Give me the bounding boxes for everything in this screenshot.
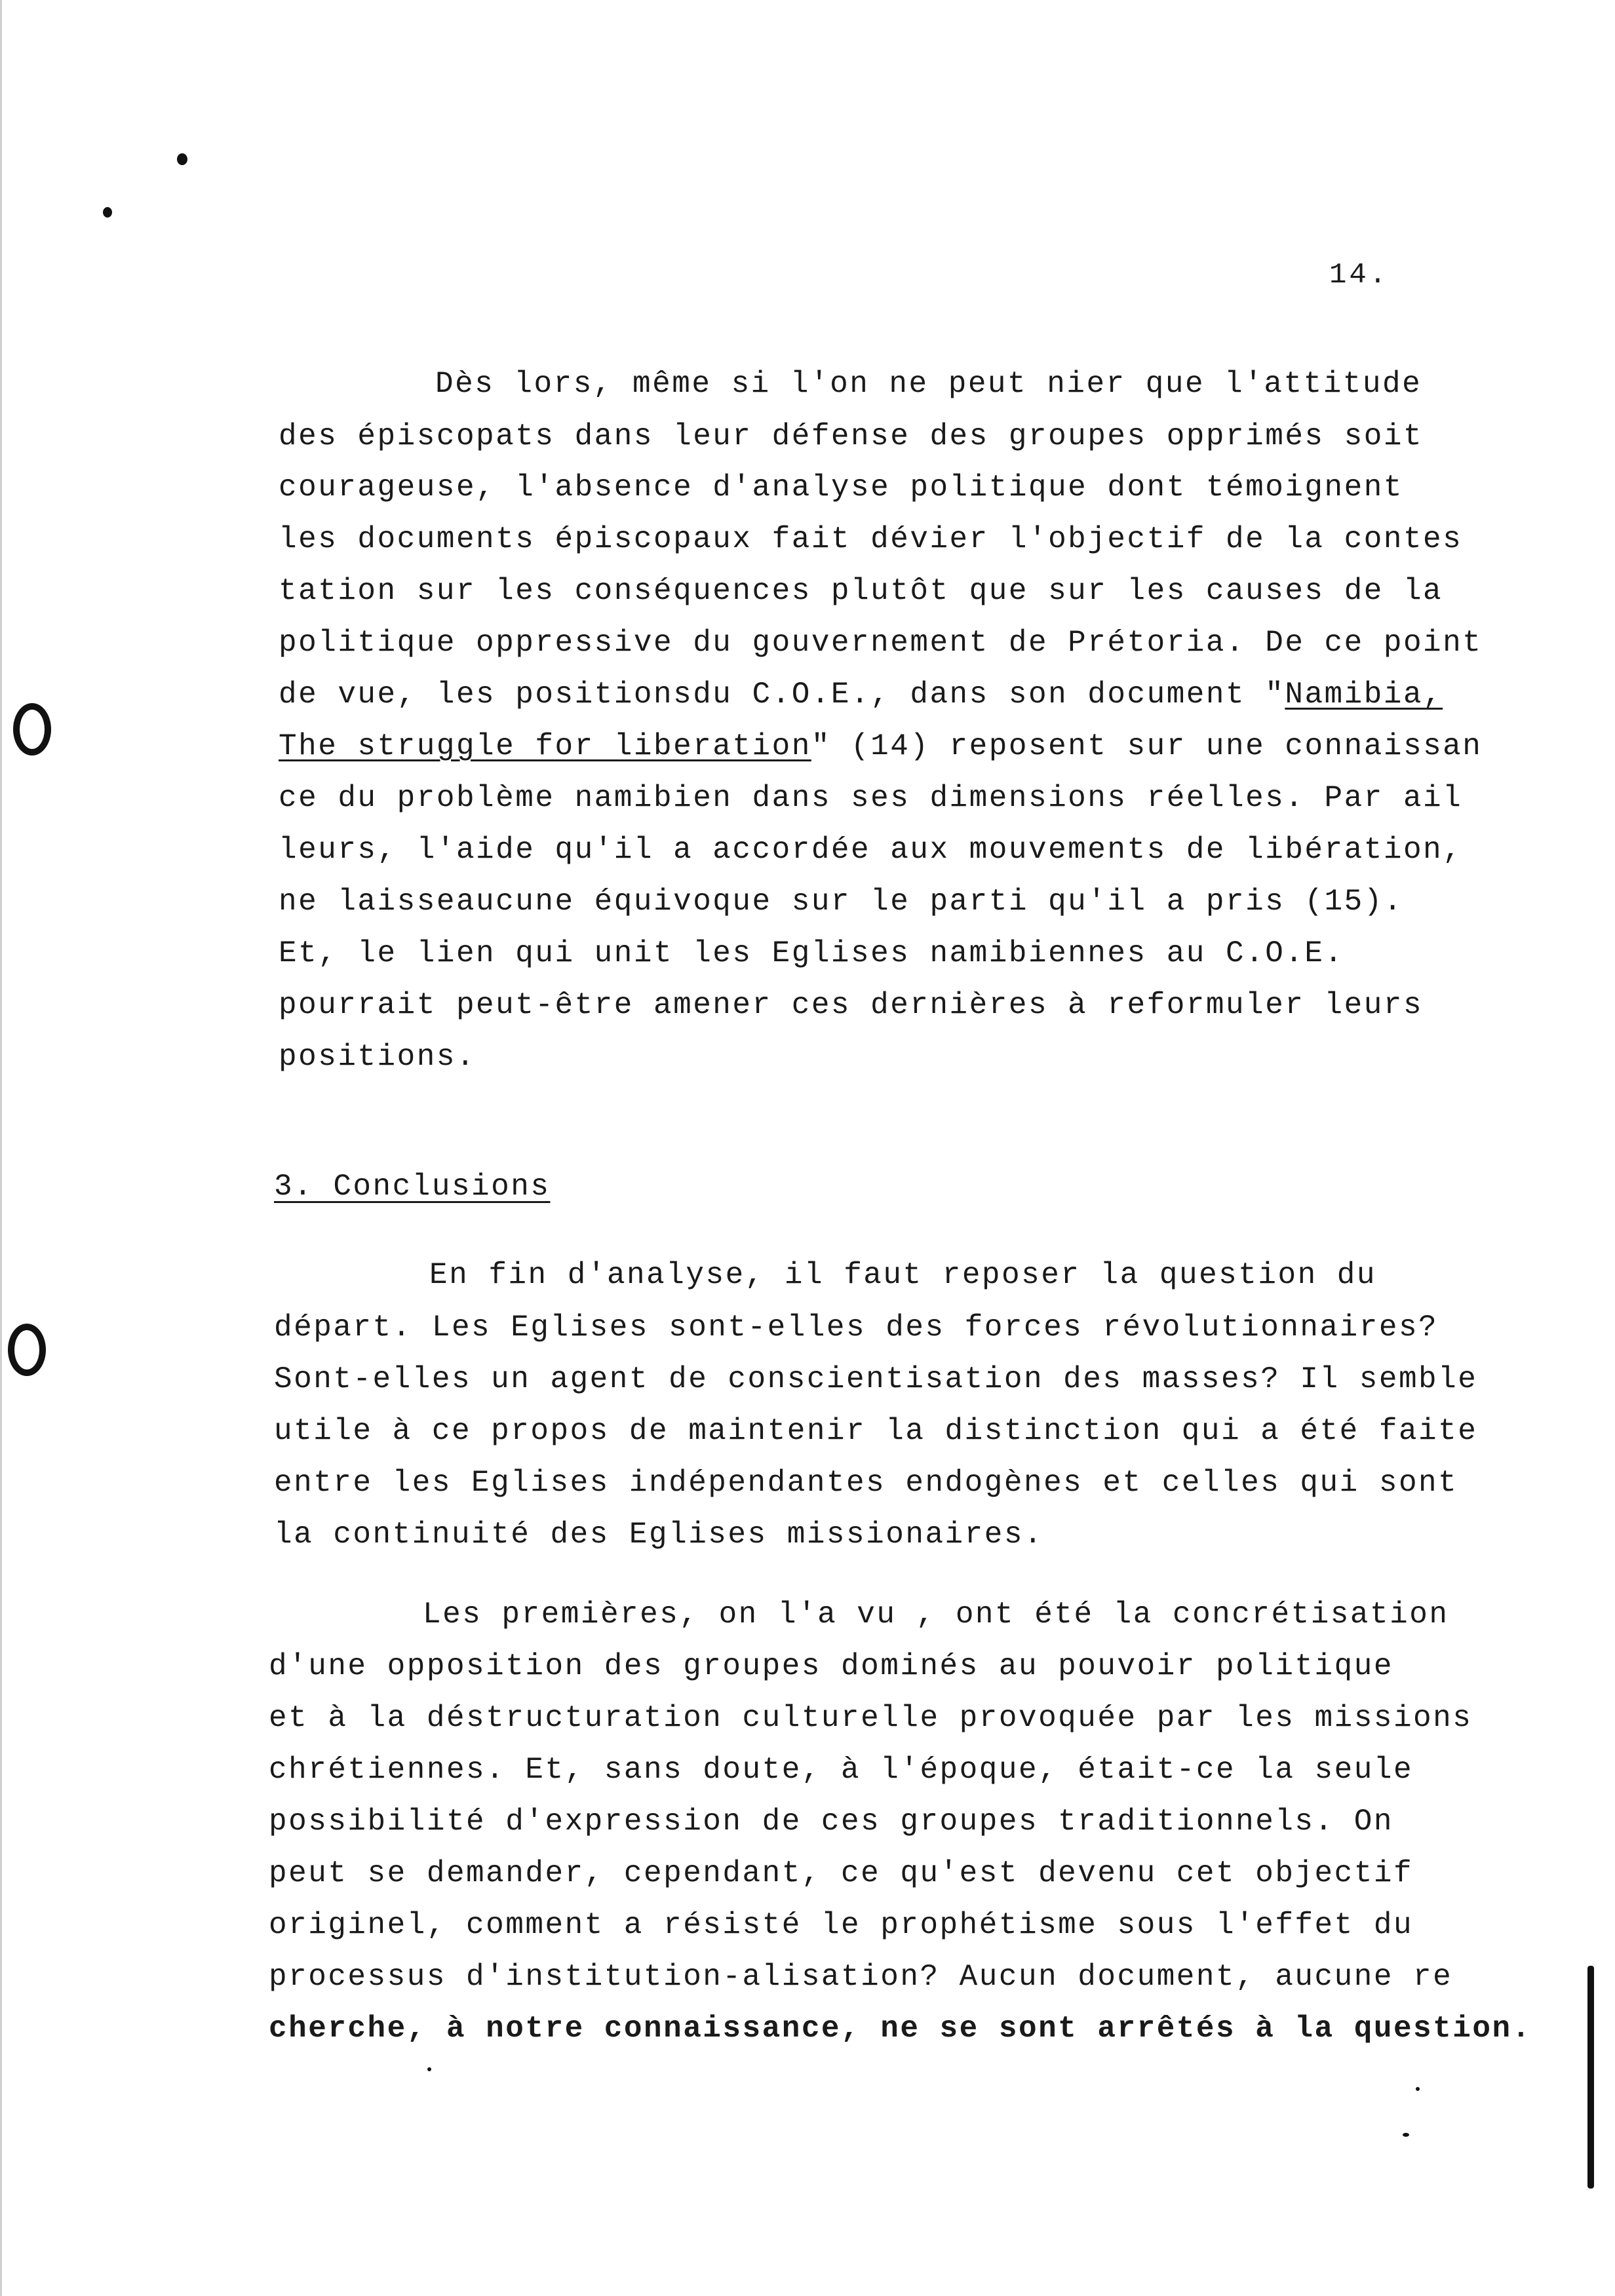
ink-speck [1403,2133,1409,2137]
ink-speck [177,153,187,165]
text-line: d'une opposition des groupes dominés au pouvoir politique [269,1649,1393,1683]
scan-edge-mark [1587,1966,1594,2189]
text-line: Dès lors, même si l'on ne peut nier que l'attitude [435,367,1422,401]
text-line: Les premières, on l'a vu , ont été la concrétisation [423,1598,1449,1632]
ink-speck [103,207,112,218]
text-line: cherche, à notre connaissance, ne se sont arrêtés à la question. [269,2012,1532,2046]
text-line: la continuité des Eglises missionaires. [274,1518,1044,1552]
text-line: et à la déstructuration culturelle provoquée par les missions [269,1701,1473,1735]
text-line: courageuse, l'absence d'analyse politique dont témoignent [279,470,1403,505]
text-line: originel, comment a résisté le prophétisme sous l'effet du [269,1908,1414,1942]
text-line [279,678,1443,712]
text-line: peut se demander, cependant, ce qu'est devenu cet objectif [269,1856,1414,1890]
document-title-underlined: The struggle for liberation [279,729,811,763]
text-line: pourrait peut-être amener ces dernières à reformuler leurs [279,988,1424,1022]
text-line: possibilité d'expression de ces groupes traditionnels. On [269,1805,1393,1839]
page-number: 14. [1329,259,1390,292]
text-line: En fin d'analyse, il faut reposer la question du [429,1258,1377,1292]
text-line: départ. Les Eglises sont-elles des forces révolutionnaires? [274,1311,1439,1345]
text-line: utile à ce propos de maintenir la distinction qui a été faite [274,1414,1478,1448]
text-line [279,729,1482,763]
text-line: politique oppressive du gouvernement de Prétoria. De ce point [279,626,1483,660]
binder-hole-icon [8,1324,46,1376]
text-line: processus d'institution-alisation? Aucun document, aucune re [269,1960,1453,1994]
document-title-underlined: Namibia, [1285,678,1443,712]
text-line: les documents épiscopaux fait dévier l'objectif de la contes [279,522,1463,556]
text-fragment: de vue, les positionsdu C.O.E., dans son document " [279,678,1285,712]
ink-speck [427,2067,431,2071]
text-line: chrétiennes. Et, sans doute, à l'époque, était-ce la seule [269,1753,1414,1787]
text-line: positions. [279,1040,477,1074]
text-line: ne laisseaucune équivoque sur le parti qu'il a pris (15). [279,885,1403,919]
text-fragment: " (14) reposent sur une connaissan [811,729,1483,763]
text-line: Et, le lien qui unit les Eglises namibiennes au C.O.E. [279,936,1344,970]
page-edge [0,0,2,2296]
text-line: Sont-elles un agent de conscientisation des masses? Il semble [274,1362,1478,1396]
text-line: leurs, l'aide qu'il a accordée aux mouvements de libération, [279,833,1463,867]
ink-speck [1416,2087,1420,2091]
text-line: tation sur les conséquences plutôt que sur les causes de la [279,574,1443,608]
binder-hole-icon [13,703,51,756]
text-line: des épiscopats dans leur défense des groupes opprimés soit [279,419,1424,453]
text-line: entre les Eglises indépendantes endogènes et celles qui sont [274,1466,1458,1500]
section-heading: 3. Conclusions [274,1170,551,1204]
text-line: ce du problème namibien dans ses dimensions réelles. Par ail [279,781,1463,815]
